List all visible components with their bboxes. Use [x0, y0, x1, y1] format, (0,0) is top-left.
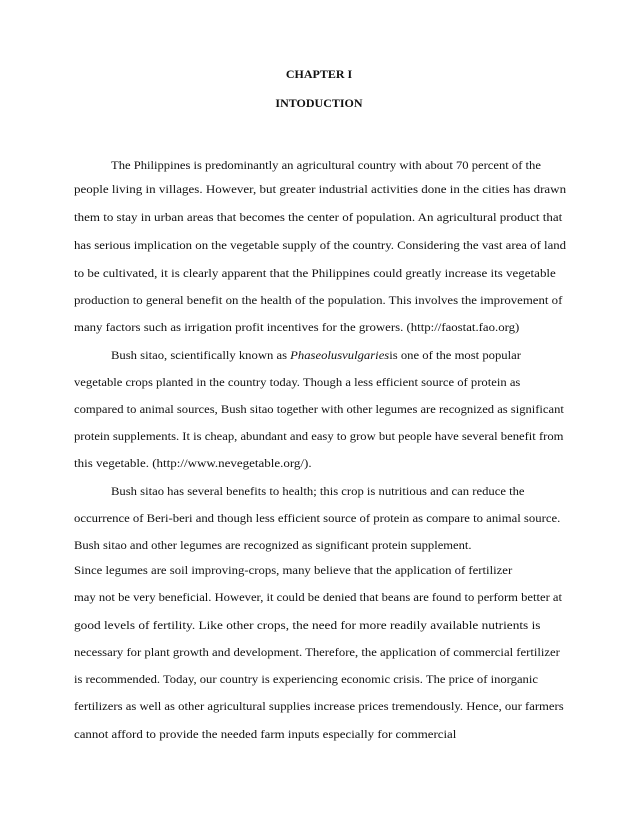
scientific-name: Phaseolusvulgaries — [290, 348, 390, 362]
body-line: The Philippines is predominantly an agricultural country with about 70 percent of the — [111, 158, 541, 172]
body-line: them to stay in urban areas that becomes the center of population. An agricultural product that — [74, 210, 563, 224]
chapter-number: CHAPTER I — [285, 67, 353, 81]
body-line: is recommended. Today, our country is experiencing economic crisis. The price of inorganic — [74, 672, 538, 686]
body-line: Bush sitao and other legumes are recognized as significant protein supplement. — [74, 538, 472, 552]
body-line: has serious implication on the vegetable supply of the country. Considering the vast area of land — [74, 238, 567, 252]
body-line: this vegetable. (http://www.nevegetable.org/). — [74, 456, 312, 470]
body-line: Bush sitao, scientifically known as Phaseolusvulgariesis one of the most popular — [111, 348, 521, 362]
body-line: many factors such as irrigation profit incentives for the growers. (http://faostat.fao.org) — [74, 320, 520, 334]
body-line: people living in villages. However, but greater industrial activities done in the cities has drawn — [74, 182, 567, 196]
body-line: fertilizers as well as other agricultural supplies increase prices tremendously. Hence, our farmers — [74, 699, 564, 713]
chapter-title: INTODUCTION — [275, 96, 363, 110]
body-line: necessary for plant growth and development. Therefore, the application of commercial fertilizer — [74, 645, 560, 659]
body-line: occurrence of Beri-beri and though less efficient source of protein as compare to animal source. — [74, 511, 561, 525]
body-line: Bush sitao has several benefits to health; this crop is nutritious and can reduce the — [111, 484, 525, 498]
body-line: cannot afford to provide the needed farm inputs especially for commercial — [74, 727, 457, 741]
body-line: to be cultivated, it is clearly apparent that the Philippines could greatly increase its vegetable — [74, 266, 556, 280]
body-line: Since legumes are soil improving-crops, many believe that the application of fertilizer — [74, 563, 513, 577]
body-line: good levels of fertility. Like other crops, the need for more readily available nutrients is — [74, 618, 541, 632]
body-line: may not be very beneficial. However, it could be denied that beans are found to perform better at — [74, 590, 563, 604]
body-line: compared to animal sources, Bush sitao together with other legumes are recognized as significant — [74, 402, 564, 416]
body-line: vegetable crops planted in the country today. Though a less efficient source of protein as — [74, 375, 521, 389]
body-line: protein supplements. It is cheap, abundant and easy to grow but people have several benefit from — [74, 429, 564, 443]
body-line: production to general benefit on the health of the population. This involves the improvement of — [74, 293, 563, 307]
